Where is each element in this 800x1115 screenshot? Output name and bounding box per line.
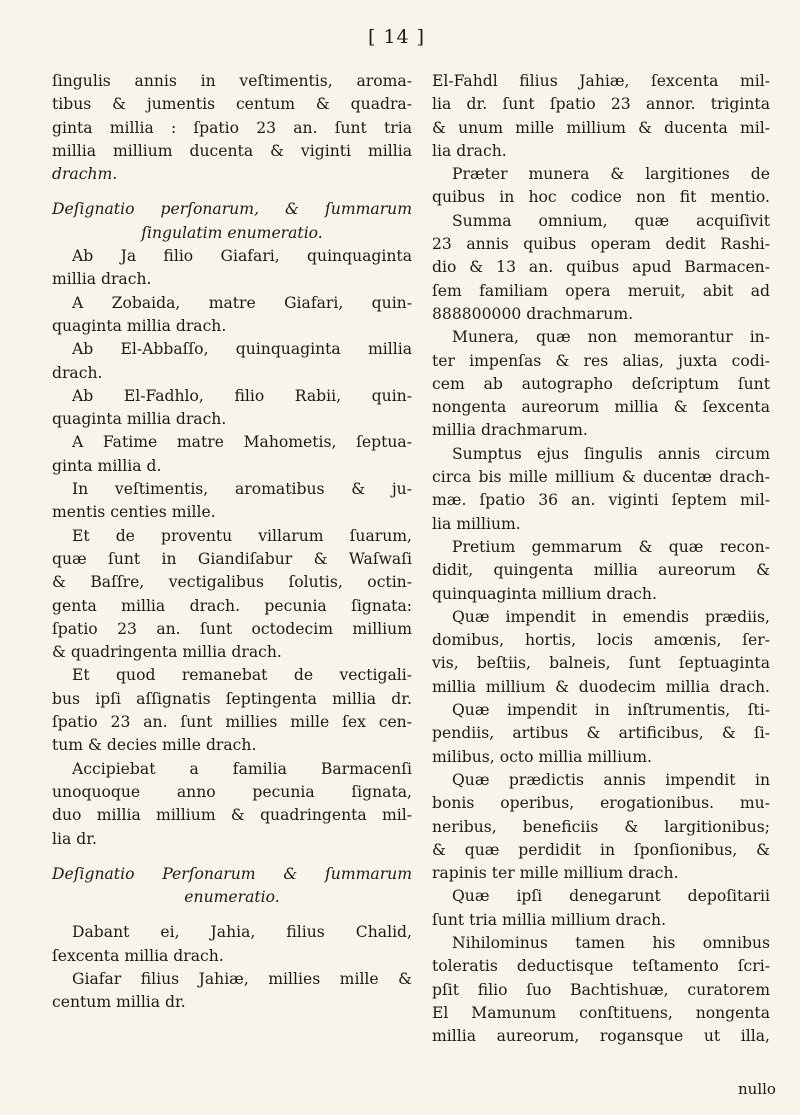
text-line: & unum mille millium & ducenta mil- — [432, 118, 770, 137]
text-line: bonis operibus, erogationibus. mu- — [432, 794, 770, 813]
text-line: millia drach. — [52, 270, 152, 289]
text-line: Quæ impendit in inſtrumentis, ſti- — [452, 701, 770, 720]
text-line: Summa omnium, quæ acquiſivit — [452, 211, 770, 230]
text-line: Accipiebat a familia Barmacenſi — [72, 759, 412, 778]
text-line: 23 annis quibus operam dedit Rashi- — [432, 235, 770, 254]
text-line: quibus in hoc codice non fit mentio. — [432, 188, 770, 207]
text-line: Quæ ipſi denegarunt depoſitarii — [452, 887, 770, 906]
text-line: Dabant ei, Jahia, filius Chalid, — [72, 923, 412, 942]
text-line: Ab Ja filio Giafari, quinquaginta — [72, 247, 412, 266]
text-line: duo millia millium & quadringenta mil- — [52, 806, 412, 825]
text-line: Ab El-Abbaſſo, quinquaginta millia — [72, 340, 412, 359]
text-line: ſexcenta millia drach. — [52, 946, 224, 965]
page-number: [ 14 ] — [368, 26, 426, 48]
text-line: millia drachmarum. — [432, 421, 588, 440]
text-line: Nihilominus tamen his omnibus — [452, 933, 770, 952]
text-line: lia drach. — [432, 141, 507, 160]
text-line: ginta millia : ſpatio 23 an. ſunt tria — [52, 118, 412, 137]
text-line: milibus, octo millia millium. — [432, 747, 652, 766]
section-heading: ſingulatim enumeratio. — [141, 223, 323, 242]
text-line: rapinis ter mille millium drach. — [432, 864, 679, 883]
text-line: & quæ perdidit in ſponſionibus, & — [432, 840, 770, 859]
text-line: millia millium & duodecim millia drach. — [432, 677, 770, 696]
text-line: millia aureorum, rogansque ut illa, — [432, 1027, 770, 1046]
text-line: cem ab autographo deſcriptum ſunt — [432, 374, 770, 393]
text-line: Giafar filius Jahiæ, millies mille & — [72, 969, 412, 988]
text-line: Et de proventu villarum ſuarum, — [72, 526, 412, 545]
text-line: pſit filio ſuo Bachtishuæ, curatorem — [432, 980, 770, 999]
text-line: ſunt tria millia millium drach. — [432, 910, 667, 929]
left-column — [52, 70, 412, 1015]
text-line: centum millia dr. — [52, 993, 186, 1012]
text-line: quinquaginta millium drach. — [432, 584, 657, 603]
text-line: nongenta aureorum millia & ſexcenta — [432, 398, 770, 417]
text-line: neribus, beneficiis & largitionibus; — [432, 817, 770, 836]
text-line: lia dr. ſunt ſpatio 23 annor. triginta — [432, 95, 770, 114]
text-line: ginta millia d. — [52, 456, 162, 475]
text-line: ter impenſas & res alias, juxta codi- — [432, 351, 770, 370]
text-line: millia millium ducenta & viginti millia — [52, 141, 412, 160]
text-line: Præter munera & largitiones de — [452, 165, 770, 184]
text-line: toleratis deductisque teſtamento ſcri- — [432, 957, 770, 976]
text-line: A Zobaida, matre Giafari, quin- — [72, 293, 412, 312]
text-line: ſem familiam opera meruit, abit ad — [432, 281, 770, 300]
text-line: quaginta millia drach. — [52, 316, 227, 335]
text-line: El Mamunum conſtituens, nongenta — [432, 1003, 770, 1022]
text-line: genta millia drach. pecunia ſignata: — [52, 596, 412, 615]
text-line: Munera, quæ non memorantur in- — [452, 328, 770, 347]
text-line: El-Fahdl filius Jahiæ, ſexcenta mil- — [432, 72, 770, 90]
text-line: lia millium. — [432, 514, 521, 533]
text-line: Ab El-Fadhlo, filio Rabii, quin- — [72, 386, 412, 405]
right-column — [432, 70, 770, 1048]
text-line: quaginta millia drach. — [52, 410, 227, 429]
text-line: tibus & jumentis centum & quadra- — [52, 95, 412, 114]
text-line: Quæ impendit in emendis prædiis, — [452, 607, 770, 626]
section-heading: Deſignatio Perſonarum & ſummarum — [52, 864, 412, 883]
text-line: ſingulis annis in veſtimentis, aroma- — [52, 72, 412, 90]
text-line: Pretium gemmarum & quæ recon- — [452, 537, 770, 556]
text-line: bus ipſi aſſignatis ſeptingenta millia dr. — [52, 689, 412, 708]
text-line: mæ. ſpatio 36 an. viginti ſeptem mil- — [432, 491, 770, 510]
text-line: lia dr. — [52, 829, 97, 848]
text-line: Et quod remanebat de vectigali- — [72, 666, 412, 685]
text-line: ſpatio 23 an. ſunt millies mille ſex cen- — [52, 713, 412, 732]
text-line: dio & 13 an. quibus apud Barmacen- — [432, 258, 770, 277]
section-heading: enumeratio. — [184, 888, 280, 907]
text-line: Quæ prædictis annis impendit in — [452, 770, 770, 789]
text-line: unoquoque anno pecunia ſignata, — [52, 782, 412, 801]
text-line: drachm. — [52, 165, 118, 184]
text-line: & Baſſre, vectigalibus ſolutis, octin- — [52, 573, 412, 592]
text-line: pendiis, artibus & artificibus, & ſi- — [432, 724, 770, 743]
text-line: mentis centies mille. — [52, 503, 216, 522]
text-line: tum & decies mille drach. — [52, 736, 257, 755]
text-line: domibus, hortis, locis amœnis, ſer- — [432, 631, 770, 650]
section-heading: Deſignatio perſonarum, & ſummarum — [52, 200, 412, 219]
catchword: nullo — [738, 1080, 776, 1098]
text-line: Sumptus ejus ſingulis annis circum — [452, 444, 770, 463]
text-line: & quadringenta millia drach. — [52, 643, 282, 662]
text-line: quæ ſunt in Giandiſabur & Waſwaſi — [52, 549, 412, 568]
text-line: In veſtimentis, aromatibus & ju- — [72, 480, 412, 499]
text-line: vis, beſtiis, balneis, ſunt ſeptuaginta — [432, 654, 770, 673]
text-line: A Fatime matre Mahometis, ſeptua- — [72, 433, 412, 452]
text-line: 888800000 drachmarum. — [432, 304, 634, 323]
text-line: ſpatio 23 an. ſunt octodecim millium — [52, 619, 412, 638]
text-line: drach. — [52, 363, 103, 382]
text-line: circa bis mille millium & ducentæ drach- — [432, 468, 770, 487]
text-line: didit, quingenta millia aureorum & — [432, 561, 770, 580]
